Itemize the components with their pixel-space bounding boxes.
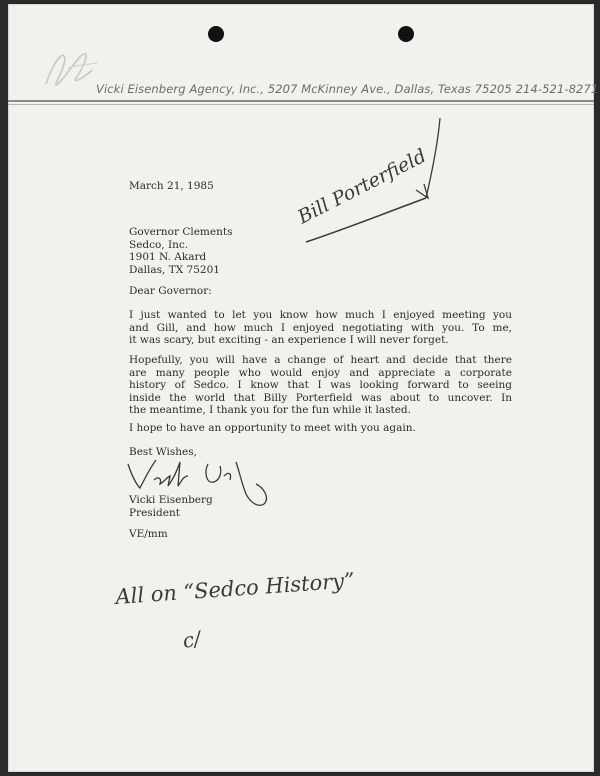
punch-hole-left bbox=[208, 26, 224, 42]
signer-title: President bbox=[129, 506, 180, 519]
handwritten-margin-note bbox=[288, 112, 448, 252]
recipient-address bbox=[129, 226, 232, 276]
paragraph-line: history of Sedco. I know that I was looking forward to seeing bbox=[129, 379, 512, 392]
paragraph-line: inside the world that Billy Porterfield was about to uncover. In bbox=[129, 391, 512, 404]
paragraph-line: Hopefully, you will have a change of heart and decide that there bbox=[129, 354, 512, 366]
paragraph-2 bbox=[129, 354, 512, 417]
punch-hole-right bbox=[398, 26, 414, 42]
typist-initials: VE/mm bbox=[129, 528, 168, 540]
bottom-note-text: All on “Sedco History” bbox=[114, 568, 356, 609]
signer-block bbox=[129, 494, 213, 519]
paragraph-line: it was scary, but exciting - an experience I will never forget. bbox=[129, 334, 449, 347]
letterhead-address: Vicki Eisenberg Agency, Inc., 5207 McKinney Ave., Dallas, Texas 75205 214-521-8271 bbox=[96, 82, 599, 96]
handwritten-bottom-note bbox=[104, 560, 364, 620]
paragraph-3: I hope to have an opportunity to meet with you again. bbox=[129, 422, 416, 434]
recipient-line: 1901 N. Akard bbox=[129, 251, 207, 264]
margin-note-text: Bill Porterfield bbox=[294, 144, 430, 229]
letterhead-rule bbox=[8, 100, 594, 102]
recipient-line: Governor Clements bbox=[129, 226, 233, 238]
letter-page bbox=[8, 4, 599, 772]
cc-mark-text: c/ bbox=[180, 626, 203, 653]
paragraph-1 bbox=[129, 309, 512, 347]
letterhead-rule-thin bbox=[8, 104, 594, 105]
signer-name: Vicki Eisenberg bbox=[129, 494, 213, 506]
letter-date: March 21, 1985 bbox=[129, 180, 214, 192]
closing: Best Wishes, bbox=[129, 446, 197, 458]
handwritten-cc-mark bbox=[176, 620, 226, 660]
paragraph-line: the meantime, I thank you for the fun while it lasted. bbox=[129, 404, 411, 417]
paragraph-line: are many people who would enjoy and appreciate a corporate bbox=[129, 366, 512, 379]
paragraph-line: and Gill, and how much I enjoyed negotiating with you. To me, bbox=[129, 321, 512, 334]
paragraph-line: I just wanted to let you know how much I enjoyed meeting you bbox=[129, 309, 512, 321]
recipient-line: Sedco, Inc. bbox=[129, 238, 189, 251]
salutation: Dear Governor: bbox=[129, 285, 212, 297]
recipient-line: Dallas, TX 75201 bbox=[129, 263, 220, 276]
